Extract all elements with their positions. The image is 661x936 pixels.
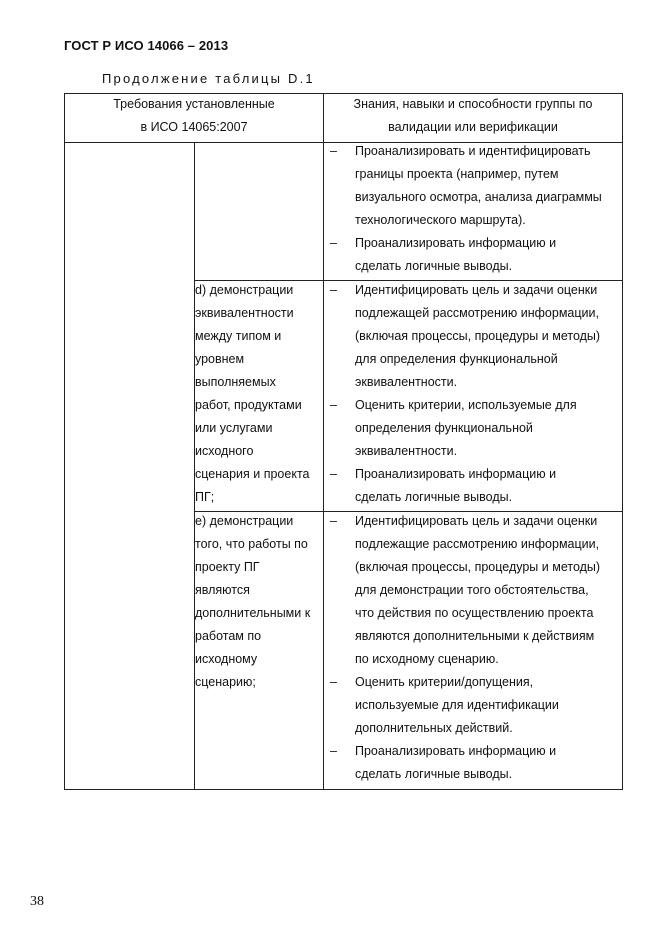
requirement-line: сценарию; <box>195 675 256 689</box>
bullet-dash: – <box>330 744 337 758</box>
bullet-item <box>326 671 621 740</box>
bullet-line: визуального осмотра, анализа диаграммы <box>355 190 602 204</box>
bullet-item <box>326 279 621 394</box>
requirement-line: сценария и проекта <box>195 467 310 481</box>
bullet-text <box>355 140 621 232</box>
bullet-line: (включая процессы, процедуры и методы) <box>355 560 601 574</box>
row-1-bullets <box>326 140 621 278</box>
bullet-line: Проанализировать информацию и <box>355 744 557 758</box>
row-e-bullets <box>326 510 621 786</box>
bullet-text <box>355 510 621 671</box>
bullet-dash: – <box>330 467 337 481</box>
requirement-line: ПГ; <box>195 490 215 504</box>
bullet-text <box>355 740 621 786</box>
bullet-text <box>355 232 621 278</box>
bullet-line: Оценить критерии/допущения, <box>355 675 534 689</box>
bullet-item <box>326 394 621 463</box>
bullet-line: определения функциональной <box>355 421 533 435</box>
requirement-line: эквивалентности <box>195 306 294 320</box>
bullet-line: границы проекта (например, путем <box>355 167 559 181</box>
requirement-line: исходного <box>195 444 254 458</box>
bullet-line: эквивалентности. <box>355 444 458 458</box>
bullet-line: по исходному сценарию. <box>355 652 499 666</box>
bullet-dash: – <box>330 283 337 297</box>
requirement-d <box>195 279 322 509</box>
bullet-text <box>355 394 621 463</box>
column-divider-main <box>323 94 324 789</box>
bullet-line: дополнительных действий. <box>355 721 513 735</box>
bullet-line: сделать логичные выводы. <box>355 490 513 504</box>
requirement-line: выполняемых <box>195 375 276 389</box>
requirement-line: того, что работы по <box>195 537 308 551</box>
requirement-line: исходному <box>195 652 258 666</box>
bullet-line: сделать логичные выводы. <box>355 767 513 781</box>
bullet-line: Идентифицировать цель и задачи оценки <box>355 514 598 528</box>
bullet-dash: – <box>330 514 337 528</box>
bullet-line: Проанализировать информацию и <box>355 467 557 481</box>
bullet-dash: – <box>330 236 337 250</box>
header-line: Требования установленные <box>113 97 275 111</box>
bullet-line: Оценить критерии, используемые для <box>355 398 577 412</box>
bullet-line: Проанализировать информацию и <box>355 236 557 250</box>
bullet-text <box>355 279 621 394</box>
requirement-line: работам по <box>195 629 262 643</box>
bullet-line: технологического маршрута). <box>355 213 526 227</box>
bullet-line: эквивалентности. <box>355 375 458 389</box>
requirement-line: d) демонстрации <box>195 283 294 297</box>
requirement-e <box>195 510 322 694</box>
requirement-line: уровнем <box>195 352 245 366</box>
bullet-item <box>326 510 621 671</box>
bullet-line: Идентифицировать цель и задачи оценки <box>355 283 598 297</box>
bullet-text <box>355 463 621 509</box>
bullet-item <box>326 140 621 232</box>
bullet-item <box>326 740 621 786</box>
standard-id: ГОСТ Р ИСО 14066 – 2013 <box>64 38 229 53</box>
bullet-line: подлежащие рассмотрению информации, <box>355 537 600 551</box>
bullet-dash: – <box>330 144 337 158</box>
continuation-title: Продолжение таблицы D.1 <box>102 71 315 86</box>
requirement-line: или услугами <box>195 421 273 435</box>
header-line: в ИСО 14065:2007 <box>140 120 248 134</box>
bullet-text <box>355 671 621 740</box>
bullet-item <box>326 463 621 509</box>
page-number: 38 <box>30 894 44 909</box>
bullet-line: Проанализировать и идентифицировать <box>355 144 591 158</box>
bullet-line: сделать логичные выводы. <box>355 259 513 273</box>
header-cell-knowledge <box>324 93 622 139</box>
bullet-dash: – <box>330 675 337 689</box>
bullet-line: используемые для идентификации <box>355 698 559 712</box>
bullet-line: являются дополнительными к действиям <box>355 629 595 643</box>
bullet-line: что действия по осуществлению проекта <box>355 606 594 620</box>
header-cell-requirements <box>65 93 323 139</box>
requirement-line: между типом и <box>195 329 282 343</box>
bullet-line: для демонстрации того обстоятельства, <box>355 583 589 597</box>
header-line: Знания, навыки и способности группы по <box>353 97 593 111</box>
bullet-line: для определения функциональной <box>355 352 558 366</box>
requirement-line: проекту ПГ <box>195 560 260 574</box>
requirement-line: е) демонстрации <box>195 514 294 528</box>
bullet-item <box>326 232 621 278</box>
bullet-line: (включая процессы, процедуры и методы) <box>355 329 601 343</box>
bullet-line: подлежащей рассмотрению информации, <box>355 306 599 320</box>
requirement-line: работ, продуктами <box>195 398 302 412</box>
header-line: валидации или верификации <box>388 120 558 134</box>
requirement-line: являются <box>195 583 250 597</box>
row-d-bullets <box>326 279 621 509</box>
bullet-dash: – <box>330 398 337 412</box>
requirement-line: дополнительными к <box>195 606 311 620</box>
